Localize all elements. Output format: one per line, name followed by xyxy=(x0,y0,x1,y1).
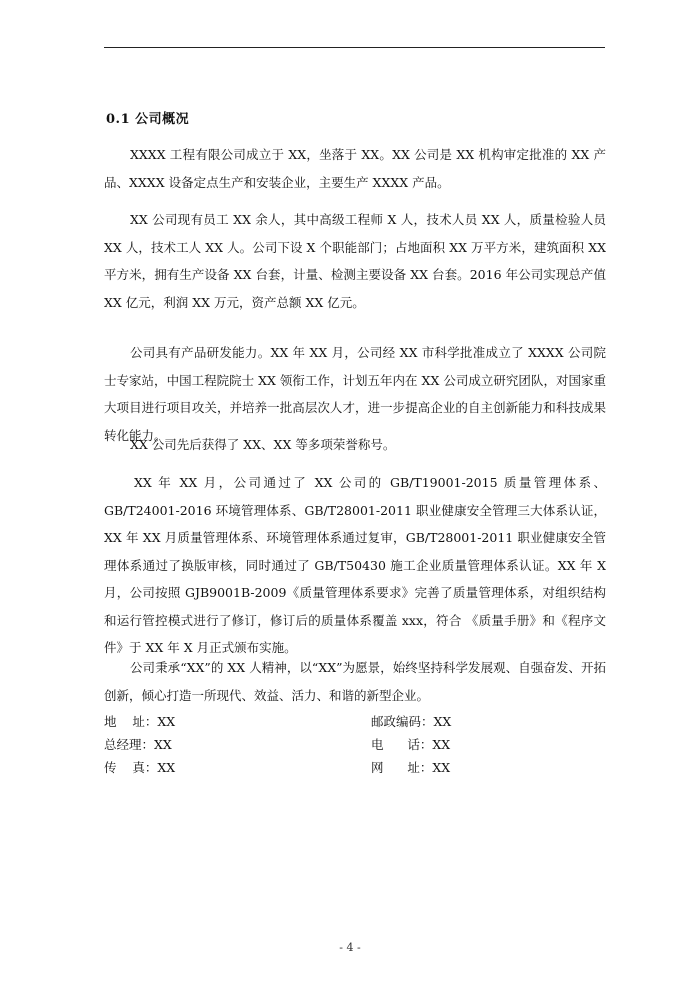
contact-postcode: 邮政编码：XX xyxy=(371,714,452,729)
header-rule xyxy=(104,47,605,48)
paragraph-research: 公司具有产品研发能力。XX 年 XX 月，公司经 XX 市科学批准成立了 XXXX 公司院士专家站，中国工程院院士 XX 领衔工作，计划五年内在 XX 公司成立研究团队，对国家重大项目进行项目攻关，并培养一批高层次人才，进一步提高企业的自主创新能力和科技成果转化能力。 xyxy=(104,345,606,443)
contact-manager: 总经理：XX xyxy=(104,737,172,752)
contact-fax: 传 真：XX xyxy=(104,760,176,775)
contact-website: 网 址：XX xyxy=(371,760,451,775)
paragraph-staff: XX 公司现有员工 XX 余人，其中高级工程师 X 人，技术人员 XX 人，质量检验人员 XX 人，技术工人 XX 人。公司下设 X 个职能部门；占地面积 XX 万平方米，建筑面积 XX 平方米，拥有生产设备 XX 台套，计量、检测主要设备 XX 台套。2016 年公司实现总产值 XX 亿元，利润 XX 万元，资产总额 XX 亿元。 xyxy=(104,212,606,310)
contact-left-column xyxy=(104,710,175,779)
page-number: - 4 - xyxy=(339,941,361,954)
contact-right-column xyxy=(371,710,451,779)
paragraph-intro: XXXX 工程有限公司成立于 XX，坐落于 XX。XX 公司是 XX 机构审定批准的 XX 产品、XXXX 设备定点生产和安装企业，主要生产 XXXX 产品。 xyxy=(104,147,606,190)
paragraph-honors: XX 公司先后获得了 XX、XX 等多项荣誉称号。 xyxy=(130,437,396,452)
paragraph-vision: 公司秉承“XX”的 XX 人精神，以“XX”为愿景，始终坚持科学发展观、自强奋发、开拓创新，倾心打造一所现代、效益、活力、和谐的新型企业。 xyxy=(104,660,606,703)
contact-address: 地 址：XX xyxy=(104,714,176,729)
paragraph-certification: XX 年 XX 月，公司通过了 XX 公司的 GB/T19001-2015 质量管理体系、GB/T24001-2016 环境管理体系、GB/T28001-2011 职业健康安全管理三大体系认证，XX 年 XX 月质量管理体系、环境管理体系通过复审，GB/T28001-2011 职业健康安全管理体系通过了换版审核，同时通过了 GB/T50430 施工企业质量管理体系认证。XX 年 X 月，公司按照 GJB9001B-2009《质量管理体系要求》完善了质量管理体系，对组织结构和运行管控模式进行了修订，修订后的质量体系覆盖 xxx，符合 《质量手册》和《程序文件》于 XX 年 X 月正式颁布实施。 xyxy=(104,475,606,655)
contact-phone: 电 话：XX xyxy=(371,737,451,752)
section-heading: 0.1 公司概况 xyxy=(106,112,190,127)
